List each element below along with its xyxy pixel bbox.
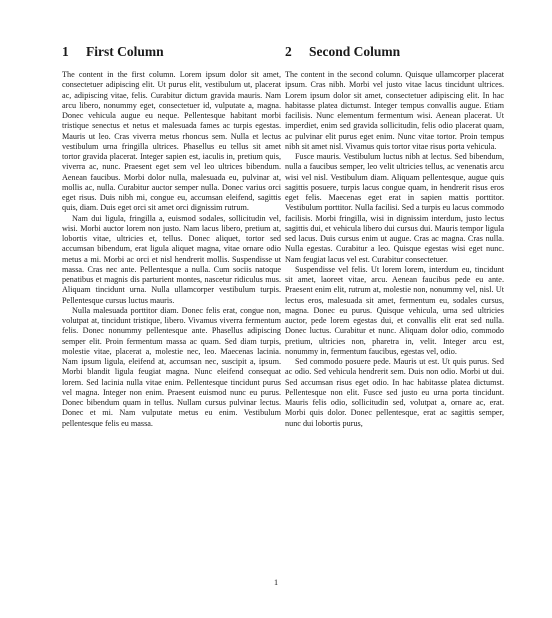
- section-heading-first-column: [62, 44, 281, 60]
- section-title: First Column: [86, 44, 164, 59]
- paragraph: Suspendisse vel felis. Ut lorem lorem, interdum eu, tincidunt sit amet, laoreet vitae, arcu. Aenean faucibus pede eu ante. Praesent enim elit, rutrum at, molestie non, nonummy vel, nisl. Ut lectus eros, malesuada sit amet, fermentum eu, sodales cursus, magna. Donec eu purus. Quisque vehicula, urna sed ultricies auctor, pede lorem egestas dui, et convallis elit erat sed nulla. Donec luctus. Curabitur et nunc. Aliquam dolor odio, commodo pretium, ultricies non, pharetra in, velit. Integer arcu est, nonummy in, fermentum faucibus, egestas vel, odio.: [285, 264, 504, 356]
- section-heading-second-column: [285, 44, 504, 60]
- section-number: 2: [285, 44, 292, 59]
- section-title: Second Column: [309, 44, 401, 59]
- first-column: [62, 44, 281, 429]
- paragraph: The content in the first column. Lorem ipsum dolor sit amet, consectetuer adipiscing elit. Ut purus elit, vestibulum ut, placerat ac, adipiscing vitae, felis. Curabitur dictum gravida mauris. Nam arcu libero, nonummy eget, consectetuer id, vulputate a, magna. Donec vehicula augue eu neque. Pellentesque habitant morbi tristique senectus et netus et malesuada fames ac turpis egestas. Mauris ut leo. Cras viverra metus rhoncus sem. Nulla et lectus vestibulum urna fringilla ultrices. Phasellus eu tellus sit amet tortor gravida placerat. Integer sapien est, iaculis in, pretium quis, viverra ac, nunc. Praesent eget sem vel leo ultrices bibendum. Aenean faucibus. Morbi dolor nulla, malesuada eu, pulvinar at, mollis ac, nulla. Curabitur auctor semper nulla. Donec varius orci eget risus. Duis nibh mi, congue eu, accumsan eleifend, sagittis quis, diam. Duis eget orci sit amet orci dignissim rutrum.: [62, 70, 281, 213]
- paragraph: Sed commodo posuere pede. Mauris ut est. Ut quis purus. Sed ac odio. Sed vehicula hendrerit sem. Duis non odio. Morbi ut dui. Sed accumsan risus eget odio. In hac habitasse platea dictumst. Pellentesque non elit. Fusce sed justo eu urna porta tincidunt. Mauris felis odio, sollicitudin sed, volutpat a, ornare ac, erat. Morbi quis dolor. Donec pellentesque, erat ac sagittis semper, nunc dui lobortis purus,: [285, 357, 504, 428]
- page-number: 1: [273, 578, 279, 587]
- paragraph: Nulla malesuada porttitor diam. Donec felis erat, congue non, volutpat at, tincidunt tristique, libero. Vivamus viverra fermentum felis. Donec nonummy pellentesque ante. Phasellus adipiscing semper elit. Proin fermentum massa ac quam. Sed diam turpis, molestie vitae, placerat a, molestie nec, leo. Maecenas lacinia. Nam ipsum ligula, eleifend at, accumsan nec, suscipit a, ipsum. Morbi blandit ligula feugiat magna. Nunc eleifend consequat lorem. Sed lacinia nulla vitae enim. Pellentesque tincidunt purus vel magna. Integer non enim. Praesent euismod nunc eu purus. Donec bibendum quam in tellus. Nullam cursus pulvinar lectus. Donec et mi. Nam vulputate metus eu enim. Vestibulum pellentesque felis eu massa.: [62, 305, 281, 428]
- paragraph: The content in the second column. Quisque ullamcorper placerat ipsum. Cras nibh. Morbi vel justo vitae lacus tincidunt ultrices. Lorem ipsum dolor sit amet, consectetuer adipiscing elit. In hac habitasse platea dictumst. Integer tempus convallis augue. Etiam facilisis. Nunc elementum fermentum wisi. Aenean placerat. Ut imperdiet, enim sed gravida sollicitudin, felis odio placerat quam, ac pulvinar elit purus eget enim. Nunc vitae tortor. Proin tempus nibh sit amet nisl. Vivamus quis tortor vitae risus porta vehicula.: [285, 70, 504, 151]
- second-column: [285, 44, 504, 429]
- section-number: 1: [62, 44, 69, 59]
- paragraph: Fusce mauris. Vestibulum luctus nibh at lectus. Sed bibendum, nulla a faucibus semper, leo velit ultricies tellus, ac venenatis arcu wisi vel nisl. Vestibulum diam. Aliquam pellentesque, augue quis sagittis posuere, turpis lacus congue quam, in hendrerit risus eros eget felis. Maecenas eget erat in sapien mattis porttitor. Vestibulum porttitor. Nulla facilisi. Sed a turpis eu lacus commodo facilisis. Morbi fringilla, wisi in dignissim interdum, justo lectus sagittis dui, et vehicula libero dui cursus dui. Mauris tempor ligula sed lacus. Duis cursus enim ut augue. Cras ac magna. Cras nulla. Nulla egestas. Curabitur a leo. Quisque egestas wisi eget nunc. Nam feugiat lacus vel est. Curabitur consectetuer.: [285, 152, 504, 264]
- paragraph: Nam dui ligula, fringilla a, euismod sodales, sollicitudin vel, wisi. Morbi auctor lorem non justo. Nam lacus libero, pretium at, lobortis vitae, ultricies et, tellus. Donec aliquet, tortor sed accumsan bibendum, erat ligula aliquet magna, vitae ornare odio metus a mi. Morbi ac orci et nisl hendrerit mollis. Suspendisse ut massa. Cras nec ante. Pellentesque a nulla. Cum sociis natoque penatibus et magnis dis parturient montes, nascetur ridiculus mus. Aliquam tincidunt urna. Nulla ullamcorper vestibulum turpis. Pellentesque cursus luctus mauris.: [62, 213, 281, 305]
